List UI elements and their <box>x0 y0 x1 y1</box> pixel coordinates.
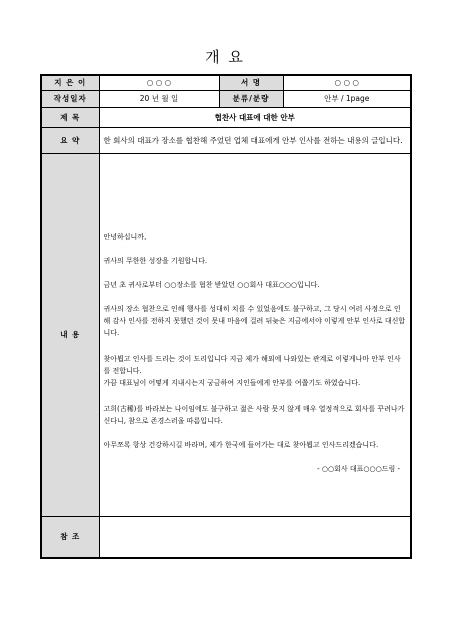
overview-form-table <box>40 74 412 559</box>
reference-row <box>41 516 411 558</box>
content-label: 내 용 <box>41 153 99 516</box>
category-value: 안부 / 1page <box>283 90 411 107</box>
author-row <box>41 75 411 90</box>
subject-label: 제 목 <box>41 107 99 127</box>
content-paragraph: 귀사의 장소 협찬으로 인해 행사를 성대히 치를 수 있었음에도 불구하고, 그 당시 여러 사정으로 인해 감사 인사를 전하지 못했던 것이 못내 마음에 걸려 뒤늦은 지금에서야 이렇게 안부 인사로 대신합니다. <box>103 304 406 337</box>
content-paragraph: 아무쪼록 항상 건강하시길 바라며, 제가 한국에 들어가는 대로 찾아뵙고 인사드리겠습니다. <box>103 440 379 449</box>
signature: - ○○회사 대표○○○드림 - <box>317 464 400 473</box>
content-paragraph: 찾아뵙고 인사를 드리는 것이 도리입니다 지금 제가 해외에 나와있는 관계로 이렇게나마 안부 인사를 전합니다. <box>103 354 401 375</box>
content-paragraph: 금년 초 귀사로부터 ○○장소를 협찬 받았던 ○○회사 대표○○○입니다. <box>103 280 320 289</box>
page-title: 개 요 <box>205 48 245 66</box>
content-paragraph: 안녕하십니까, <box>103 232 147 241</box>
content-paragraph: 고희(古稀)를 바라보는 나이임에도 불구하고 젊은 사람 못지 않게 매우 열정적으로 회사를 꾸려나가신다니, 참으로 존경스러울 따름입니다. <box>103 404 405 425</box>
author-label: 지 은 이 <box>41 75 99 90</box>
summary-value: 한 회사의 대표가 장소를 협찬해 주었던 업체 대표에게 안부 인사를 전하는 내용의 글입니다. <box>99 127 411 153</box>
reference-label: 참 조 <box>41 516 99 558</box>
content-row <box>41 153 411 516</box>
content-paragraph: 귀사의 무한한 성장을 기원합니다. <box>103 256 208 265</box>
subject-value: 협찬사 대표에 대한 안부 <box>99 107 411 127</box>
author-value: ○ ○ ○ <box>99 75 219 90</box>
subject-row <box>41 107 411 127</box>
summary-label: 요 약 <box>41 127 99 153</box>
date-value: 20 년 월 일 <box>99 90 219 107</box>
date-row <box>41 90 411 107</box>
date-label: 작성일자 <box>41 90 99 107</box>
signer-value: ○ ○ ○ <box>283 75 411 90</box>
content-body <box>99 153 411 516</box>
summary-row <box>41 127 411 153</box>
reference-value <box>99 516 411 558</box>
content-paragraph: 가끔 대표님이 어떻게 지내시는지 궁금하여 지인들에게 안부를 여쭙기도 하였습니다. <box>103 378 361 387</box>
signer-label: 서 명 <box>219 75 283 90</box>
category-label: 분류/분량 <box>219 90 283 107</box>
